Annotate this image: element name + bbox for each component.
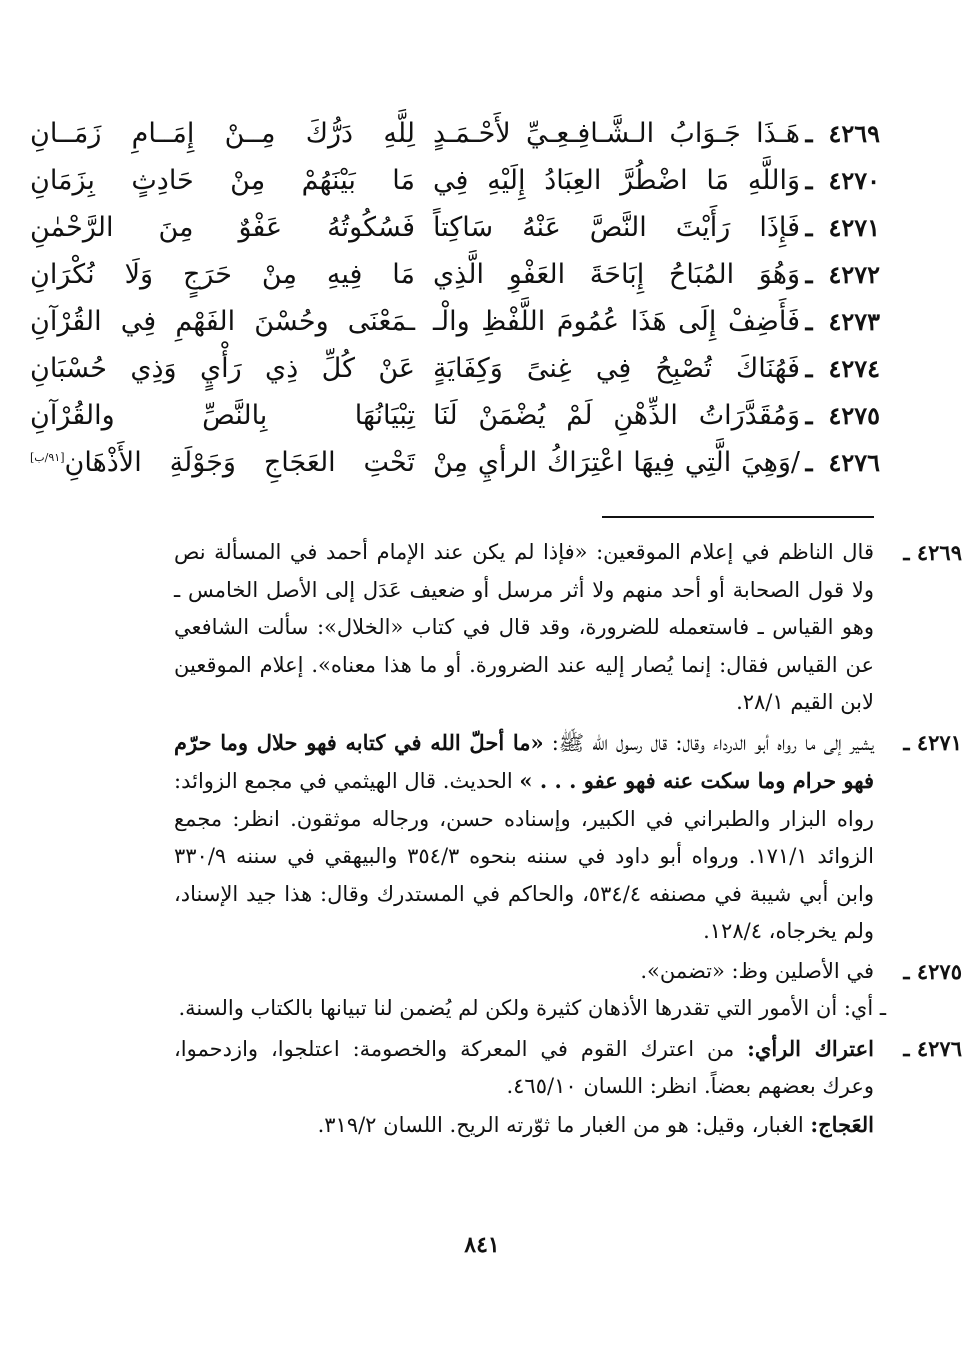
verse-number: ٤٢٧٣ xyxy=(828,307,880,336)
footnote-text: يشير إلى ما رواه أبو الدرداء وقال: قال رسول الله ﷺ: «ما أحلّ الله في كتابه فهو حلال وما حرّم فهو حرام وما سكت عنه فهو عفو . . . » الحديث. قال الهيثمي في مجمع الزوائد: رواه البزار والطبراني في الكبير، وإسناده حسن، ورجاله موثقون. انظر: مجمع الزوائد ١٧١/١. ورواه أبو داود في سننه بنحوه ٣٥٤/٣ والبيهقي في سننه ٣٣٠/٩ وابن أبي شيبة في مصنفه ٥٣٤/٤، والحاكم في المستدرك وقال: هذا جيد الإسناد، ولم يخرجاه، ١٢٨/٤. xyxy=(174,729,874,943)
footnote xyxy=(174,534,962,722)
footnote-text-continued: ـ أي: أن الأمور التي تقدرها الأذهان كثيرة ولكن لم يُضمن لنا تبيانها بالكتاب والسنة. xyxy=(178,996,886,1020)
footnote-text: قال الناظم في إعلام الموقعين: «فإذا لم يكن عند الإمام أحمد في المسألة نص ولا قول الصحابة أو أحد منهم ولا أثر مرسل أو ضعيف عَدَل إلى الأصل الخامس ـ وهو القياس ـ فاستعمله للضرورة، وقد قال في كتاب «الخلال»: سألت الشافعي عن القياس فقال: إنما يُصار إليه عند الضرورة. أو ما هذا معناه». إعلام الموقعين لابن القيم ٢٨/١. xyxy=(174,540,874,714)
footnote-text: في الأصلين وظ: «تضمن». xyxy=(640,958,874,983)
verse-number: ٤٢٧٠ xyxy=(828,166,880,195)
footnote-number: ٤٢٦٩ ـ xyxy=(903,540,962,565)
verse-second-hemistich: عَنْ كُلِّ ذِي رَأْيٍ وَذِي حُسْبَانِ xyxy=(30,353,415,384)
verse-number: ٤٢٦٩ xyxy=(828,119,880,148)
footnote xyxy=(174,724,962,951)
glossary-term: العَجاج: xyxy=(810,1111,874,1137)
footnote-divider xyxy=(602,516,874,518)
verse-first-hemistich: فَإِذَا رَأَيْتَ النَّصَّ عَنْهُ سَاكِتاً xyxy=(433,212,800,243)
verse-second-hemistich: لِلَّهِ دَرُّكَ مِــنْ إِمَــامِ زَمَــانِ xyxy=(30,118,415,149)
verse-first-hemistich: وَمُقَدَّرَاتُ الذِّهْنِ لَمْ يُضْمَنْ لَنَا xyxy=(433,400,800,431)
verse-first-hemistich: وَاللَّهِ مَا اضْطُرَّ العِبَادُ إِلَيْهِ فِي xyxy=(433,165,800,196)
page-number: ٨٤١ xyxy=(464,1232,500,1258)
verse-first-hemistich: فَهُنَاكَ تُصْبِحُ فِي غِنىً وَكِفَايَةٍ xyxy=(433,353,800,384)
footnote-number: ٤٢٧١ ـ xyxy=(903,729,962,755)
verse-line: ٤٢٧٥ ـ وَمُقَدَّرَاتُ الذِّهْنِ لَمْ يُضْمَنْ لَنَا تِبْيَانُهَا بِالنَّصِّ والقُرْآنِ xyxy=(30,400,880,431)
verse-line: ٤٢٧٣ ـ فَأَضِفْ إِلَى هَذَا عُمُومَ اللَّفْظِ والْـ ـمَعْنَى وحُسْنَ الفَهْمِ فِي القُرْآنِ xyxy=(30,306,880,337)
verse-first-hemistich: /وَهِيَ الَّتِي فِيهَا اعْتِرَاكُ الرأيِ مِنْ xyxy=(433,447,800,478)
verse-second-hemistich: مَا فِيهِ مِنْ حَرَجٍ وَلَا نُكْرَانِ xyxy=(30,259,415,290)
footnote xyxy=(174,953,962,1028)
verse-number: ٤٢٧٤ xyxy=(828,354,880,383)
verse-second-hemistich: تِبْيَانُهَا بِالنَّصِّ والقُرْآنِ xyxy=(30,400,415,431)
verse-line: ٤٢٧٤ ـ فَهُنَاكَ تُصْبِحُ فِي غِنىً وَكِفَايَةٍ عَنْ كُلِّ ذِي رَأْيٍ وَذِي حُسْبَانِ xyxy=(30,353,880,384)
verse-number: ٤٢٧٢ xyxy=(828,260,880,289)
footnotes xyxy=(174,534,962,1146)
footnote-text-continued: العَجاج: الغبار، وقيل: هو من الغبار ما ثوّرته الريح. اللسان ٣١٩/٢. xyxy=(317,1111,874,1137)
verse-number: ٤٢٧١ xyxy=(828,213,880,242)
glossary-term: اعتراك الرأي: xyxy=(747,1035,874,1061)
footnote-text: اعتراك الرأي: من اعترك القوم في المعركة والخصومة: اعتلجوا، وازدحموا، وعرك بعضهم بعضاً. انظر: اللسان ٤٦٥/١٠. xyxy=(174,1035,874,1098)
verse-block xyxy=(30,110,880,486)
footnote-number: ٤٢٧٥ ـ xyxy=(903,958,962,984)
footnote xyxy=(174,1030,962,1145)
verse-first-hemistich: هَـذَا جَـوَابُ الـشَّـافِـعِـيِّ لأَحْـمَـدٍ xyxy=(433,118,800,149)
verse-second-hemistich: مَا بَيْنَهُمْ مِنْ حَادِثٍ بِزَمَانِ xyxy=(30,165,415,196)
hadith-quote: «ما أحلّ الله في كتابه فهو حلال وما حرّم فهو حرام وما سكت عنه فهو عفو . . . » xyxy=(174,729,874,793)
verse-line: ٤٢٧٦ ـ /وَهِيَ الَّتِي فِيهَا اعْتِرَاكُ الرأيِ مِنْ تَحْتِ العَجَاجِ وَجَوْلَةِ الأَذْهَانِ[٩١/ب] xyxy=(30,447,880,478)
verse-line: ٤٢٧١ ـ فَإِذَا رَأَيْتَ النَّصَّ عَنْهُ سَاكِتاً فَسُكُوتُهُ عَفْوٌ مِنَ الرَّحْمٰنِ xyxy=(30,212,880,243)
verse-line: ٤٢٧٠ ـ وَاللَّهِ مَا اضْطُرَّ العِبَادُ إِلَيْهِ فِي مَا بَيْنَهُمْ مِنْ حَادِثٍ بِزَمَانِ xyxy=(30,165,880,196)
verse-second-hemistich: فَسُكُوتُهُ عَفْوٌ مِنَ الرَّحْمٰنِ xyxy=(30,212,415,243)
verse-first-hemistich: وَهُوَ المُبَاحُ إِبَاحَةَ العَفْوِ الَّذِي xyxy=(433,259,800,290)
footnote-number: ٤٢٧٦ ـ xyxy=(903,1035,962,1061)
manuscript-folio-marker: [٩١/ب] xyxy=(30,451,65,464)
verse-second-hemistich: تَحْتِ العَجَاجِ وَجَوْلَةِ الأَذْهَانِ[٩١/ب] xyxy=(30,447,415,478)
verse-number: ٤٢٧٥ xyxy=(828,401,880,430)
verse-number: ٤٢٧٦ xyxy=(828,448,880,477)
verse-second-hemistich: ـمَعْنَى وحُسْنَ الفَهْمِ فِي القُرْآنِ xyxy=(30,306,415,337)
verse-line: ٤٢٦٩ ـ هَـذَا جَـوَابُ الـشَّـافِـعِـيِّ لأَحْـمَـدٍ لِلَّهِ دَرُّكَ مِــنْ إِمَــامِ زَمَــانِ xyxy=(30,118,880,149)
verse-line: ٤٢٧٢ ـ وَهُوَ المُبَاحُ إِبَاحَةَ العَفْوِ الَّذِي مَا فِيهِ مِنْ حَرَجٍ وَلَا نُكْرَانِ xyxy=(30,259,880,290)
verse-first-hemistich: فَأَضِفْ إِلَى هَذَا عُمُومَ اللَّفْظِ والْـ xyxy=(433,306,800,337)
